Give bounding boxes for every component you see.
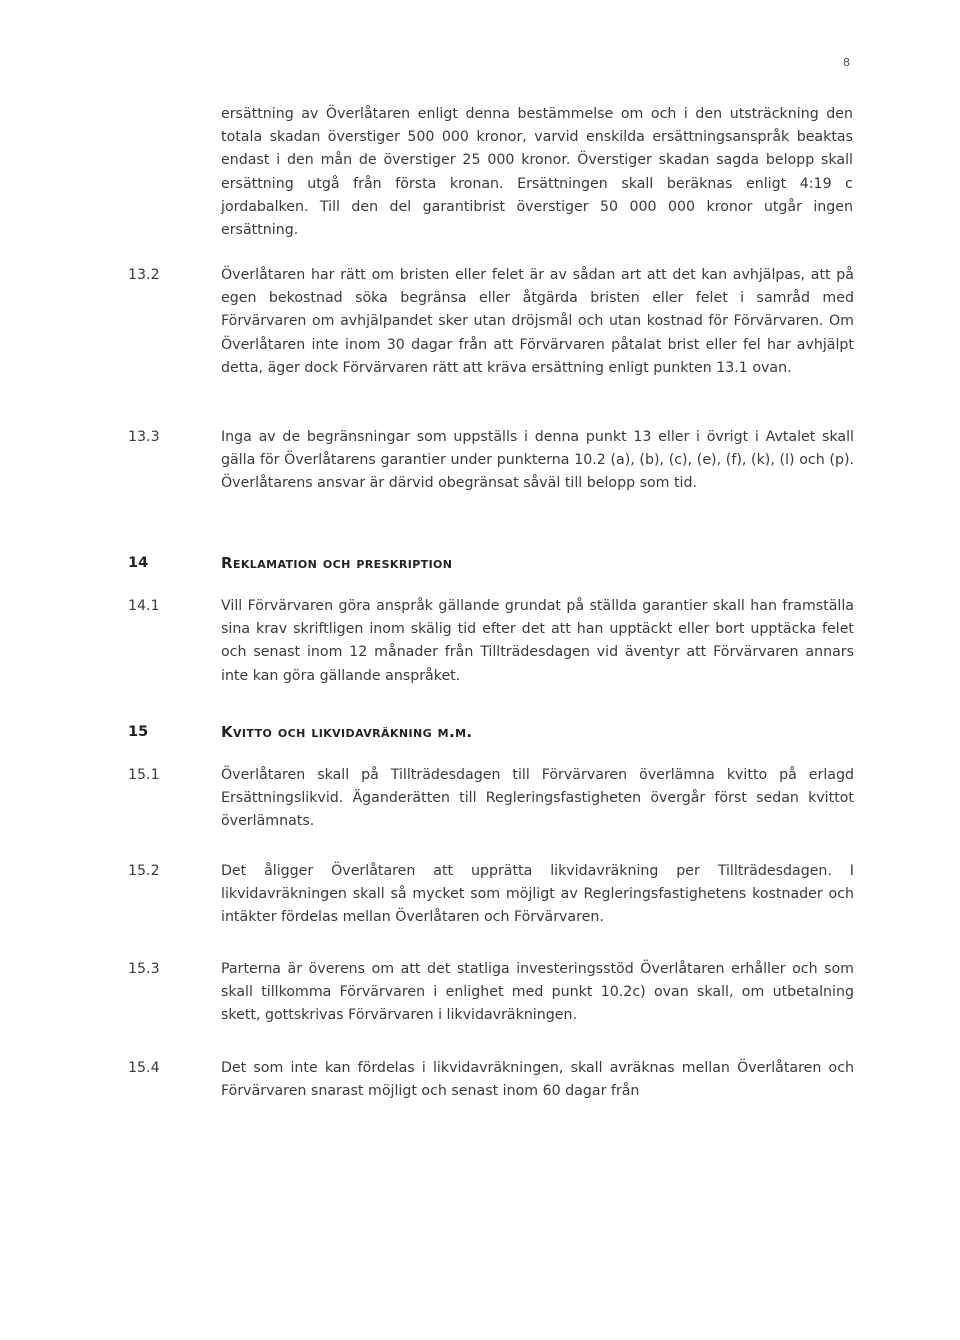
section-title: Kvitto och likvidavräkning m.m. — [221, 723, 473, 741]
page-number: 8 — [843, 56, 850, 69]
clause-text: Överlåtaren har rätt om bristen eller felet är av sådan art att det kan avhjälpas, att på egen bekostnad söka begränsa eller åtgärda bristen eller felet i samråd med Förvärvaren om avhjälpandet sker utan dröjsmål och utan kostnad för Förvärvaren. Om Överlåtaren inte inom 30 dagar från att Förvärvaren påtalat brist eller fel har avhjälpt detta, äger dock Förvärvaren rätt att kräva ersättning enligt punkten 13.1 ovan. — [221, 267, 854, 376]
clause-13-3 — [128, 426, 854, 496]
section-number: 15 — [128, 724, 149, 740]
intro-paragraph: ersättning av Överlåtaren enligt denna bestämmelse om och i den utsträckning den totala skadan överstiger 500 000 kronor, varvid enskilda ersättningsanspråk beaktas endast i den mån de överstiger 25 000 kronor. Överstiger skadan sagda belopp skall ersättning utgå från första kronan. Ersättningen skall beräknas enligt 4:19 c jordabalken. Till den del garantibrist överstiger 50 000 000 kronor utgår ingen ersättning. — [221, 106, 853, 239]
clause-text: Överlåtaren skall på Tillträdesdagen till Förvärvaren överlämna kvitto på erlagd Ersättningslikvid. Äganderätten till Regleringsfastigheten övergår först sedan kvittot överlämnats. — [221, 767, 854, 830]
clause-number: 13.2 — [128, 267, 160, 283]
clause-number: 13.3 — [128, 429, 160, 445]
clause-13-2 — [128, 264, 854, 380]
section-number: 14 — [128, 555, 149, 571]
clause-text: Inga av de begränsningar som uppställs i denna punkt 13 eller i övrigt i Avtalet skall gälla för Överlåtarens garantier under punkterna 10.2 (a), (b), (c), (e), (f), (k), (l) och (p). Överlåtarens ansvar är därvid obegränsat såväl till belopp som tid. — [221, 429, 854, 492]
clause-15-2 — [128, 860, 854, 930]
section-title: Reklamation och preskription — [221, 554, 453, 572]
clause-number: 15.1 — [128, 767, 160, 783]
clause-text: Det som inte kan fördelas i likvidavräkningen, skall avräknas mellan Överlåtaren och Förvärvaren snarast möjligt och senast inom 60 dagar från — [221, 1060, 854, 1100]
clause-text: Vill Förvärvaren göra anspråk gällande grundat på ställda garantier skall han framställa sina krav skriftligen inom skälig tid efter det att han upptäckt eller bort upptäcka felet och senast inom 12 månader från Tillträdesdagen vid äventyr att Förvärvaren annars inte kan göra gällande anspråket. — [221, 598, 854, 684]
clause-number: 15.2 — [128, 863, 160, 879]
clause-15-1 — [128, 764, 854, 834]
clause-15-3 — [128, 958, 854, 1028]
clause-text: Parterna är överens om att det statliga investeringsstöd Överlåtaren erhåller och som skall tillkomma Förvärvaren i enlighet med punkt 10.2c) ovan skall, om utbetalning skett, gottskrivas Förvärvaren i likvidavräkningen. — [221, 961, 854, 1024]
clause-number: 15.4 — [128, 1060, 160, 1076]
clause-text: Det åligger Överlåtaren att upprätta likvidavräkning per Tillträdesdagen. I likvidavräkningen skall så mycket som möjligt av Regleringsfastighetens kostnader och intäkter fördelas mellan Överlåtaren och Förvärvaren. — [221, 863, 854, 926]
clause-14-1 — [128, 595, 854, 688]
clause-number: 14.1 — [128, 598, 160, 614]
clause-15-4 — [128, 1057, 854, 1103]
section-heading-14 — [128, 553, 854, 573]
section-heading-15 — [128, 722, 854, 742]
clause-number: 15.3 — [128, 961, 160, 977]
